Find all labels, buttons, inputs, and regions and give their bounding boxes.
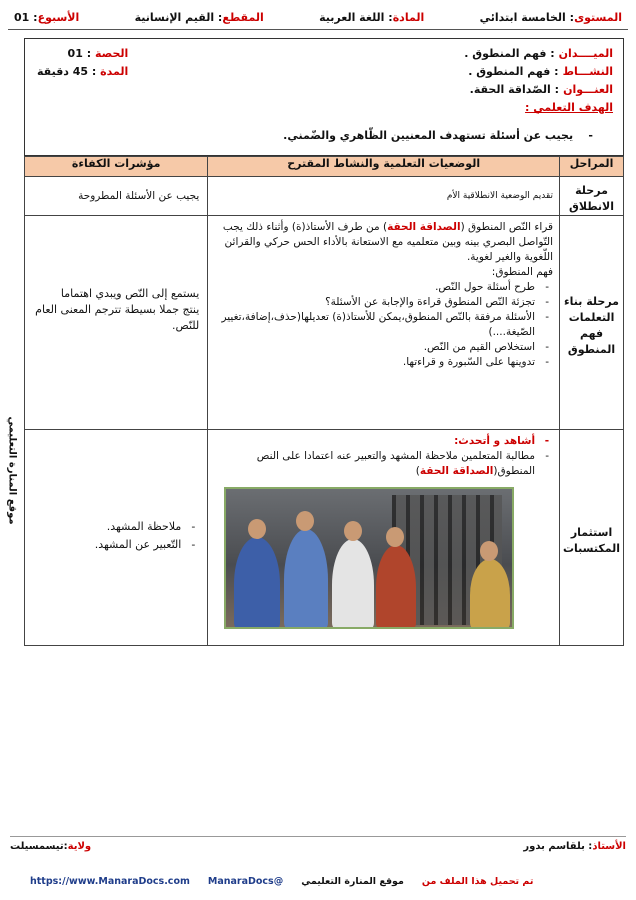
child-figure	[234, 537, 280, 629]
table-row	[25, 216, 624, 430]
state: ولاية:تيسمسيلت	[10, 841, 92, 852]
list-item: - تدوينها على السّبورة و قراءتها.	[214, 355, 553, 370]
paragraph: فهم المنطوق:	[491, 266, 554, 278]
list	[33, 518, 199, 554]
indicator-text: يستمع إلى النّص ويبدي اهتماما	[60, 287, 200, 300]
credit-site: موقع المنارة التعليمي	[301, 876, 404, 887]
header-bar	[8, 6, 628, 30]
list-item: - أشاهد و أتحدث:	[214, 434, 553, 449]
lesson-table	[24, 156, 624, 646]
content-cell: تقديم الوضعية الانطلاقية الأم	[208, 177, 560, 216]
side-watermark-text: موقع المنارة التعليمي	[6, 416, 18, 525]
table-row	[25, 430, 624, 646]
stage-cell: مرحلة بناء التعلمات فهم المنطوق	[560, 216, 624, 430]
list-item: - طرح أسئلة حول النّص.	[214, 280, 553, 295]
child-figure	[284, 529, 328, 629]
child-figure	[332, 539, 374, 629]
child-head	[296, 511, 314, 531]
social-handle[interactable]: @ManaraDocs	[207, 876, 284, 887]
subject: المادة: اللغة العربية	[319, 11, 425, 24]
list-item: - التّعبير عن المشهد.	[33, 536, 199, 554]
list	[214, 434, 553, 479]
indicator-cell	[25, 430, 208, 646]
header-activities: الوضعيات التعلمية والنشاط المقترح	[208, 157, 560, 177]
list	[214, 280, 553, 370]
table-header-row	[25, 157, 624, 177]
indicator-cell	[25, 216, 208, 430]
table-row	[25, 177, 624, 216]
list-item: - استخلاص القيم من النّص.	[214, 340, 553, 355]
indicator-text: ينتج جملا بسيطة تترجم المعنى العام للنّص.	[35, 303, 200, 332]
week: الأسبوع: 01	[14, 11, 80, 24]
stage-cell: استثمار المكتسبات	[560, 430, 624, 646]
info-right: الميــــدان: فهم المنطوق . النشـــاط: فهم المنطوق . العنـــوان: الصّداقة الحقة. الهدف التعلمي :	[464, 47, 613, 114]
teacher: الأستاذ: بلقاسم بدور	[523, 841, 626, 852]
list-item: - ملاحظة المشهد.	[33, 518, 199, 536]
footer	[10, 836, 626, 852]
stage-cell: مرحلة الانطلاق	[560, 177, 624, 216]
indicator-cell: يجيب عن الأسئلة المطروحة	[25, 177, 208, 216]
list-item: - تجزئة النّص المنطوق قراءة والإجابة عن الأسئلة؟	[214, 295, 553, 310]
scene-image	[224, 487, 514, 629]
list-item: - مطالبة المتعلمين ملاحظة المشهد والتعبير عنه اعتمادا على النص المنطوق(الصداقة الحقة)	[214, 449, 553, 479]
header-indicators: مؤشرات الكفاءة	[25, 157, 208, 177]
lesson-info-box	[24, 38, 624, 156]
content-cell	[208, 430, 560, 646]
header-stages: المراحل	[560, 157, 624, 177]
goal-item: - يجيب عن أسئلة تستهدف المعنيين الظّاهري والضّمني.	[283, 129, 593, 142]
level: المستوى: الخامسة ابتدائي	[479, 11, 622, 24]
paragraph: قراء النّص المنطوق (الصداقة الحقة) من طرف الأستاذ(ة) وأثناء ذلك يجب التّواصل البصري بينه وبين متعلميه مع الاستعانة بالأداء الحس حركي والقرائن اللّغوية والغير لغوية.	[222, 221, 554, 263]
info-left: الحصة : 01 المدة : 45 دقيقة	[37, 47, 129, 78]
site-link[interactable]: https://www.ManaraDocs.com	[30, 876, 190, 887]
credit-text: تم تحميل هذا الملف من	[421, 876, 534, 887]
footer-credits	[30, 876, 596, 887]
segment: المقطع: القيم الإنسانية	[134, 11, 264, 24]
list-item: - الأسئلة مرفقة بالنّص المنطوق،يمكن للأستاذ(ة) تعديلها(حذف،إضافة،تغيير الصّيغة....)	[214, 310, 553, 340]
child-figure	[470, 559, 510, 629]
child-head	[248, 519, 266, 539]
child-head	[344, 521, 362, 541]
child-figure	[376, 545, 416, 629]
content-cell	[208, 216, 560, 430]
